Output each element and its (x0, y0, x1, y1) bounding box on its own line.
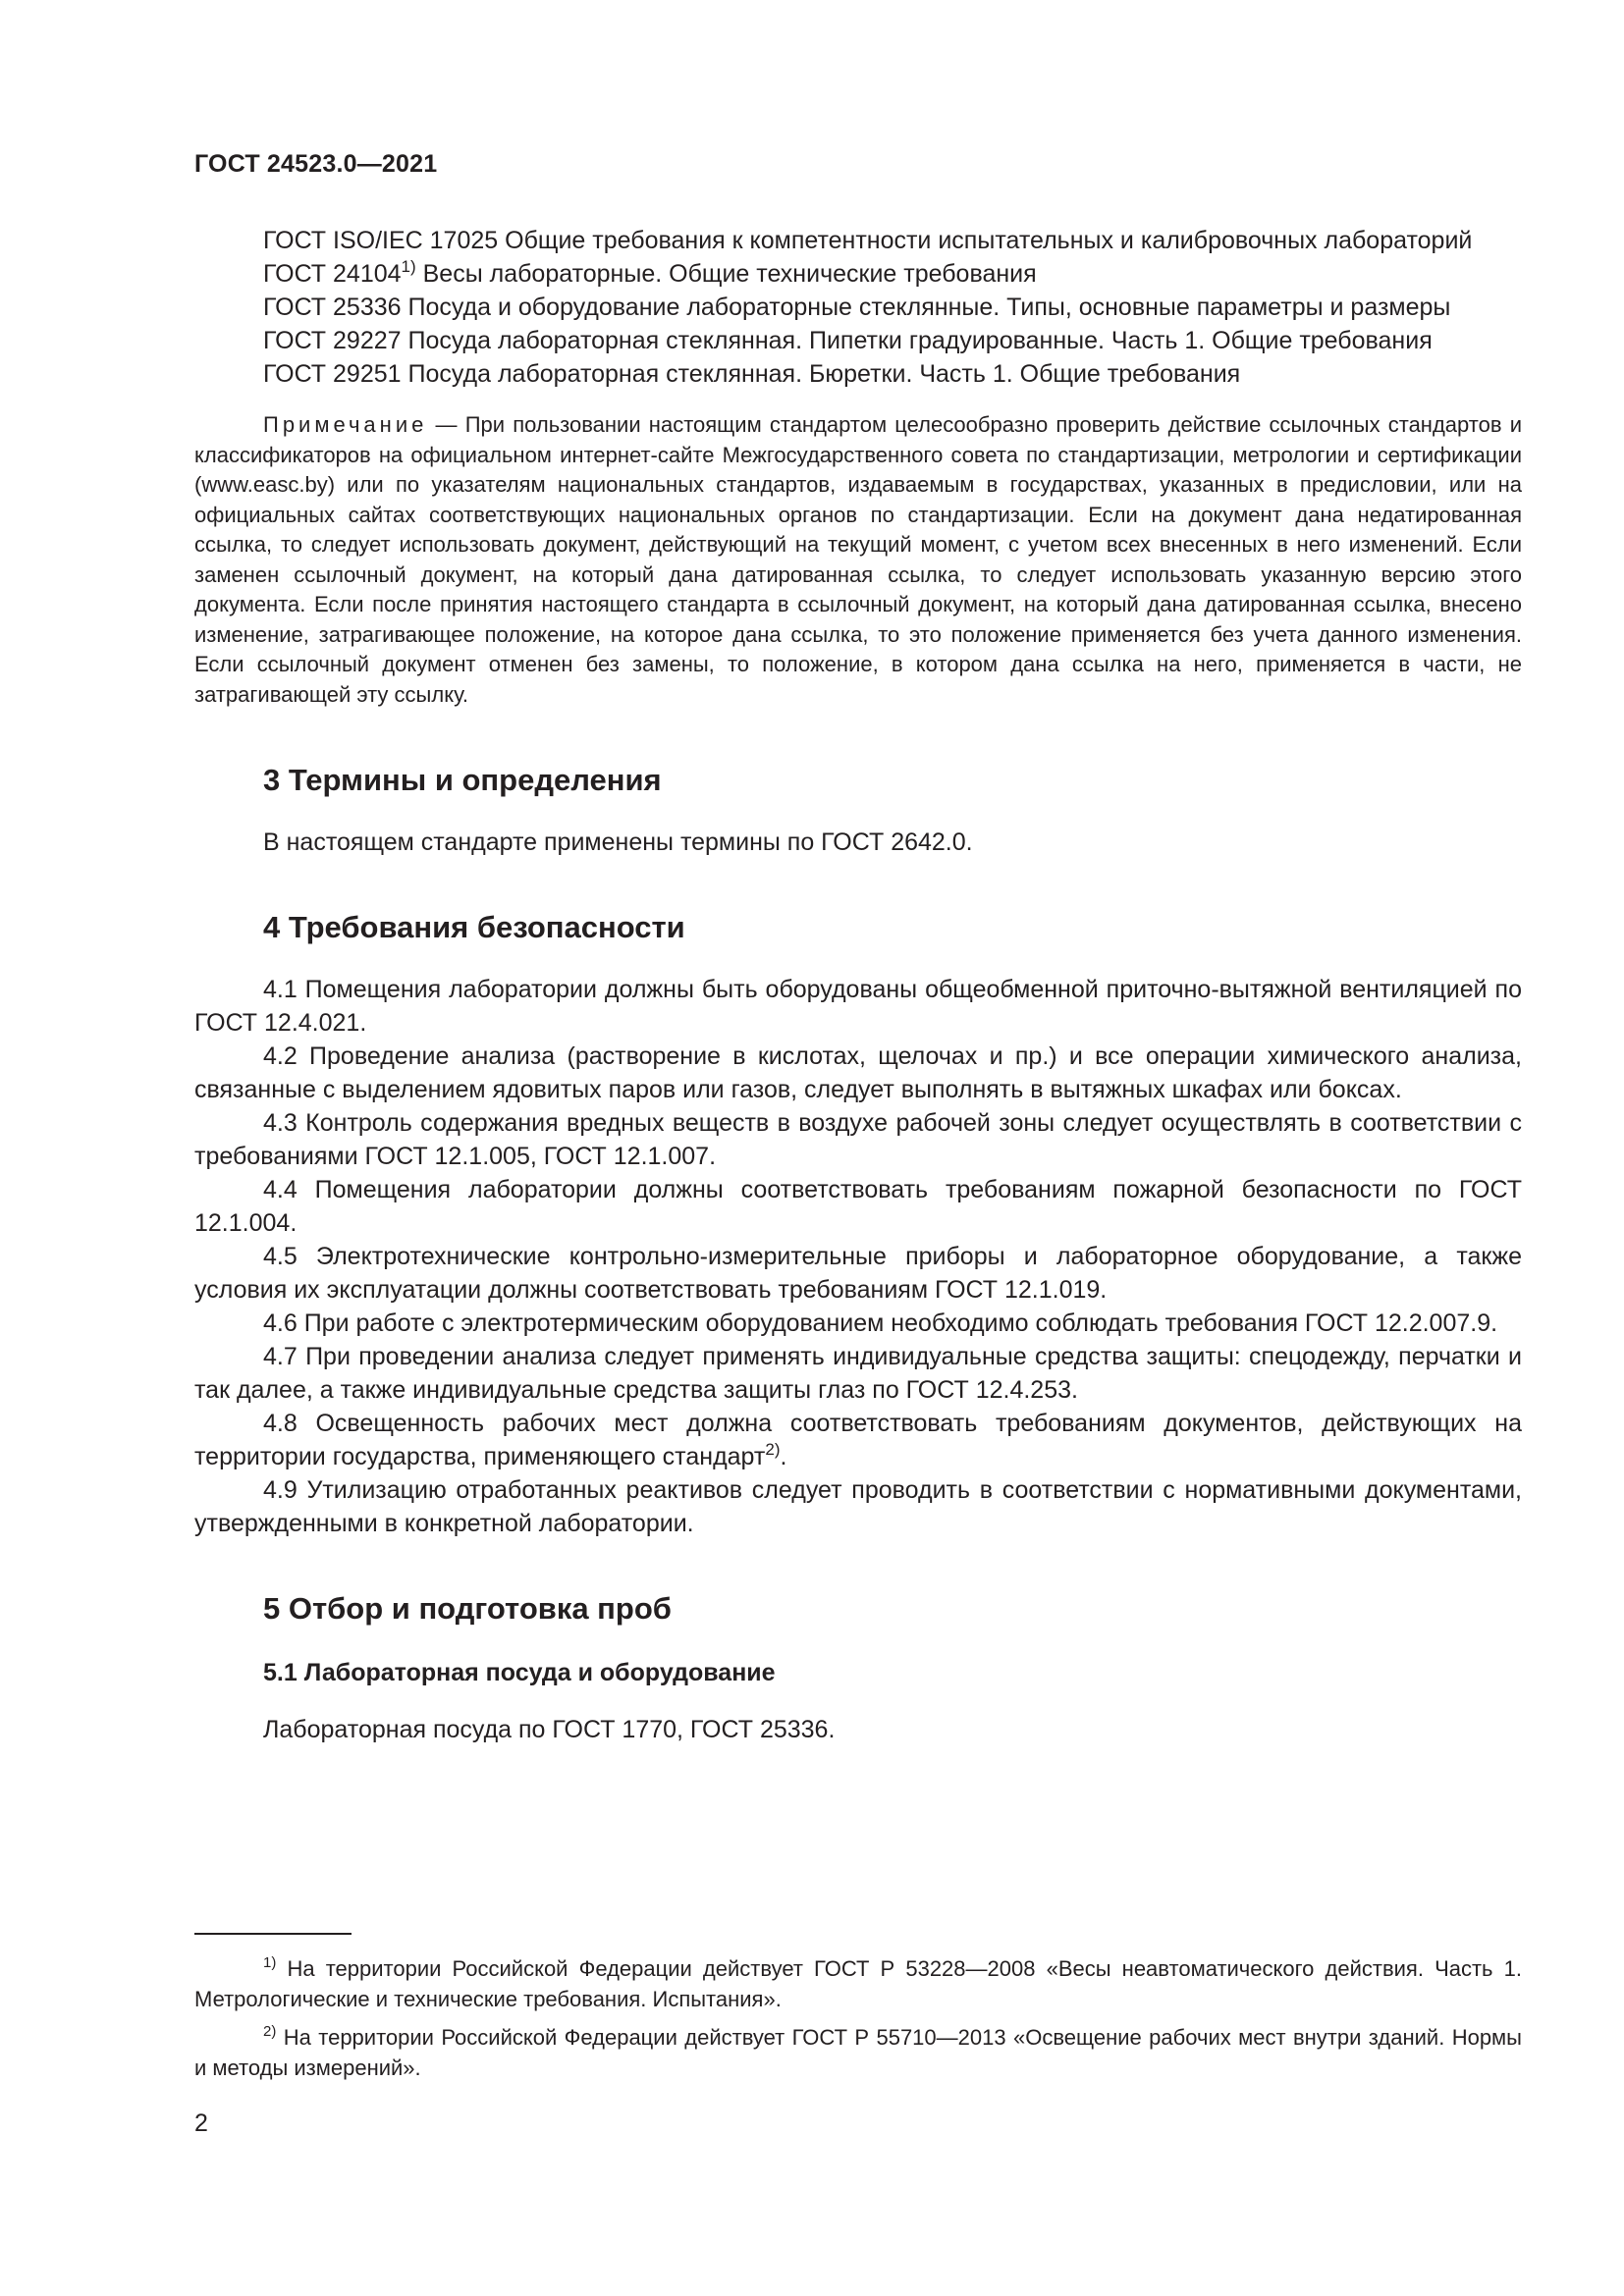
page-number: 2 (194, 2109, 208, 2137)
page-body (194, 224, 1522, 1746)
ref-item: ГОСТ 25336 Посуда и оборудование лабораторные стеклянные. Типы, основные параметры и размеры (263, 294, 1451, 321)
ref-item: ГОСТ 24104$^{1)}$ Весы лабораторные. Общие технические требования (263, 257, 1037, 288)
clause-4-3: 4.3 Контроль содержания вредных веществ в воздухе рабочей зоны следует осуществлять в соответствии с требованиями ГОСТ 12.1.005, ГОСТ 12.1.007. (194, 1109, 1522, 1170)
page-header: ГОСТ 24523.0—2021 (194, 150, 438, 178)
ref-item: ГОСТ ISO/IEC 17025 Общие требования к компетентности испытательных и калибровочных лабораторий (263, 227, 1473, 254)
ref-item: ГОСТ 29251 Посуда лабораторная стеклянная. Бюретки. Часть 1. Общие требования (263, 360, 1241, 388)
clause-4-4: 4.4 Помещения лаборатории должны соответствовать требованиям пожарной безопасности по ГОСТ 12.1.004. (194, 1176, 1522, 1237)
clause-4-1: 4.1 Помещения лаборатории должны быть оборудованы общеобменной приточно-вытяжной вентиляцией по ГОСТ 12.4.021. (194, 976, 1522, 1037)
ref-item: ГОСТ 29227 Посуда лабораторная стеклянная. Пипетки градуированные. Часть 1. Общие требования (263, 327, 1433, 354)
section-3-text: В настоящем стандарте применены термины по ГОСТ 2642.0. (263, 828, 973, 856)
section-3-heading: 3 Термины и определения (263, 763, 662, 797)
footnotes (194, 1954, 1522, 2092)
note-label: Примечание (263, 412, 428, 437)
clause-4-9: 4.9 Утилизацию отработанных реактивов следует проводить в соответствии с нормативными документами, утвержденными в конкретной лаборатории. (194, 1476, 1522, 1537)
clause-4-8: 4.8 Освещенность рабочих мест должна соответствовать требованиям документов, действующих на территории государства, применяющего стандарт$^{2)}$. (194, 1410, 1522, 1470)
note-paragraph: Примечание — При пользовании настоящим стандартом целесообразно проверить действие ссылочных стандартов и классификаторов на официальном интернет-сайте Межгосударственного совета по стандартизации, метрологии и сертификации (www.easc.by) или по указателям национальных стандартов, издаваемым в государствах, указанных в предисловии, или на официальных сайтах соответствующих национальных органов по стандартизации. Если на документ дана недатированная ссылка, то следует использовать документ, действующий на текущий момент, с учетом всех внесенных в него изменений. Если заменен ссылочный документ, на который дана датированная ссылка, то следует использовать указанную версию этого документа. Если после принятия настоящего стандарта в ссылочный документ, на который дана датированная ссылка, внесено изменение, затрагивающее положение, на которое дана ссылка, то это положение применяется без учета данного изменения. Если ссылочный документ отменен без замены, то положение, в котором дана ссылка на него, применяется в части, не затрагивающей эту ссылку. (194, 412, 1522, 707)
clause-4-6: 4.6 При работе с электротермическим оборудованием необходимо соблюдать требования ГОСТ 12.2.007.9. (263, 1309, 1498, 1337)
footnote-ref: 1) (401, 257, 416, 276)
section-4-items (194, 973, 1522, 1540)
footnote-1: $^{1)}$ На территории Российской Федерации действует ГОСТ Р 53228—2008 «Весы неавтоматического действия. Часть 1. Метрологические и технические требования. Испытания». (194, 1954, 1522, 2011)
footnote-ref: 2) (765, 1440, 781, 1459)
clause-4-7: 4.7 При проведении анализа следует применять индивидуальные средства защиты: спецодежду, перчатки и так далее, а также индивидуальные средства защиты глаз по ГОСТ 12.4.253. (194, 1343, 1522, 1404)
clause-4-2: 4.2 Проведение анализа (растворение в кислотах, щелочах и пр.) и все операции химического анализа, связанные с выделением ядовитых паров или газов, следует выполнять в вытяжных шкафах или боксах. (194, 1042, 1522, 1103)
section-4-heading: 4 Требования безопасности (263, 910, 685, 944)
subsection-5-1-heading: 5.1 Лабораторная посуда и оборудование (263, 1659, 776, 1686)
footnote-separator (194, 1933, 352, 1935)
subsection-5-1-text: Лабораторная посуда по ГОСТ 1770, ГОСТ 25336. (263, 1716, 836, 1743)
footnote-2: $^{2)}$ На территории Российской Федерации действует ГОСТ Р 55710—2013 «Освещение рабочих мест внутри зданий. Нормы и методы измерений». (194, 2023, 1522, 2080)
section-5-heading: 5 Отбор и подготовка проб (263, 1591, 672, 1626)
clause-4-5: 4.5 Электротехнические контрольно-измерительные приборы и лабораторное оборудование, а также условия их эксплуатации должны соответствовать требованиям ГОСТ 12.1.019. (194, 1243, 1522, 1304)
